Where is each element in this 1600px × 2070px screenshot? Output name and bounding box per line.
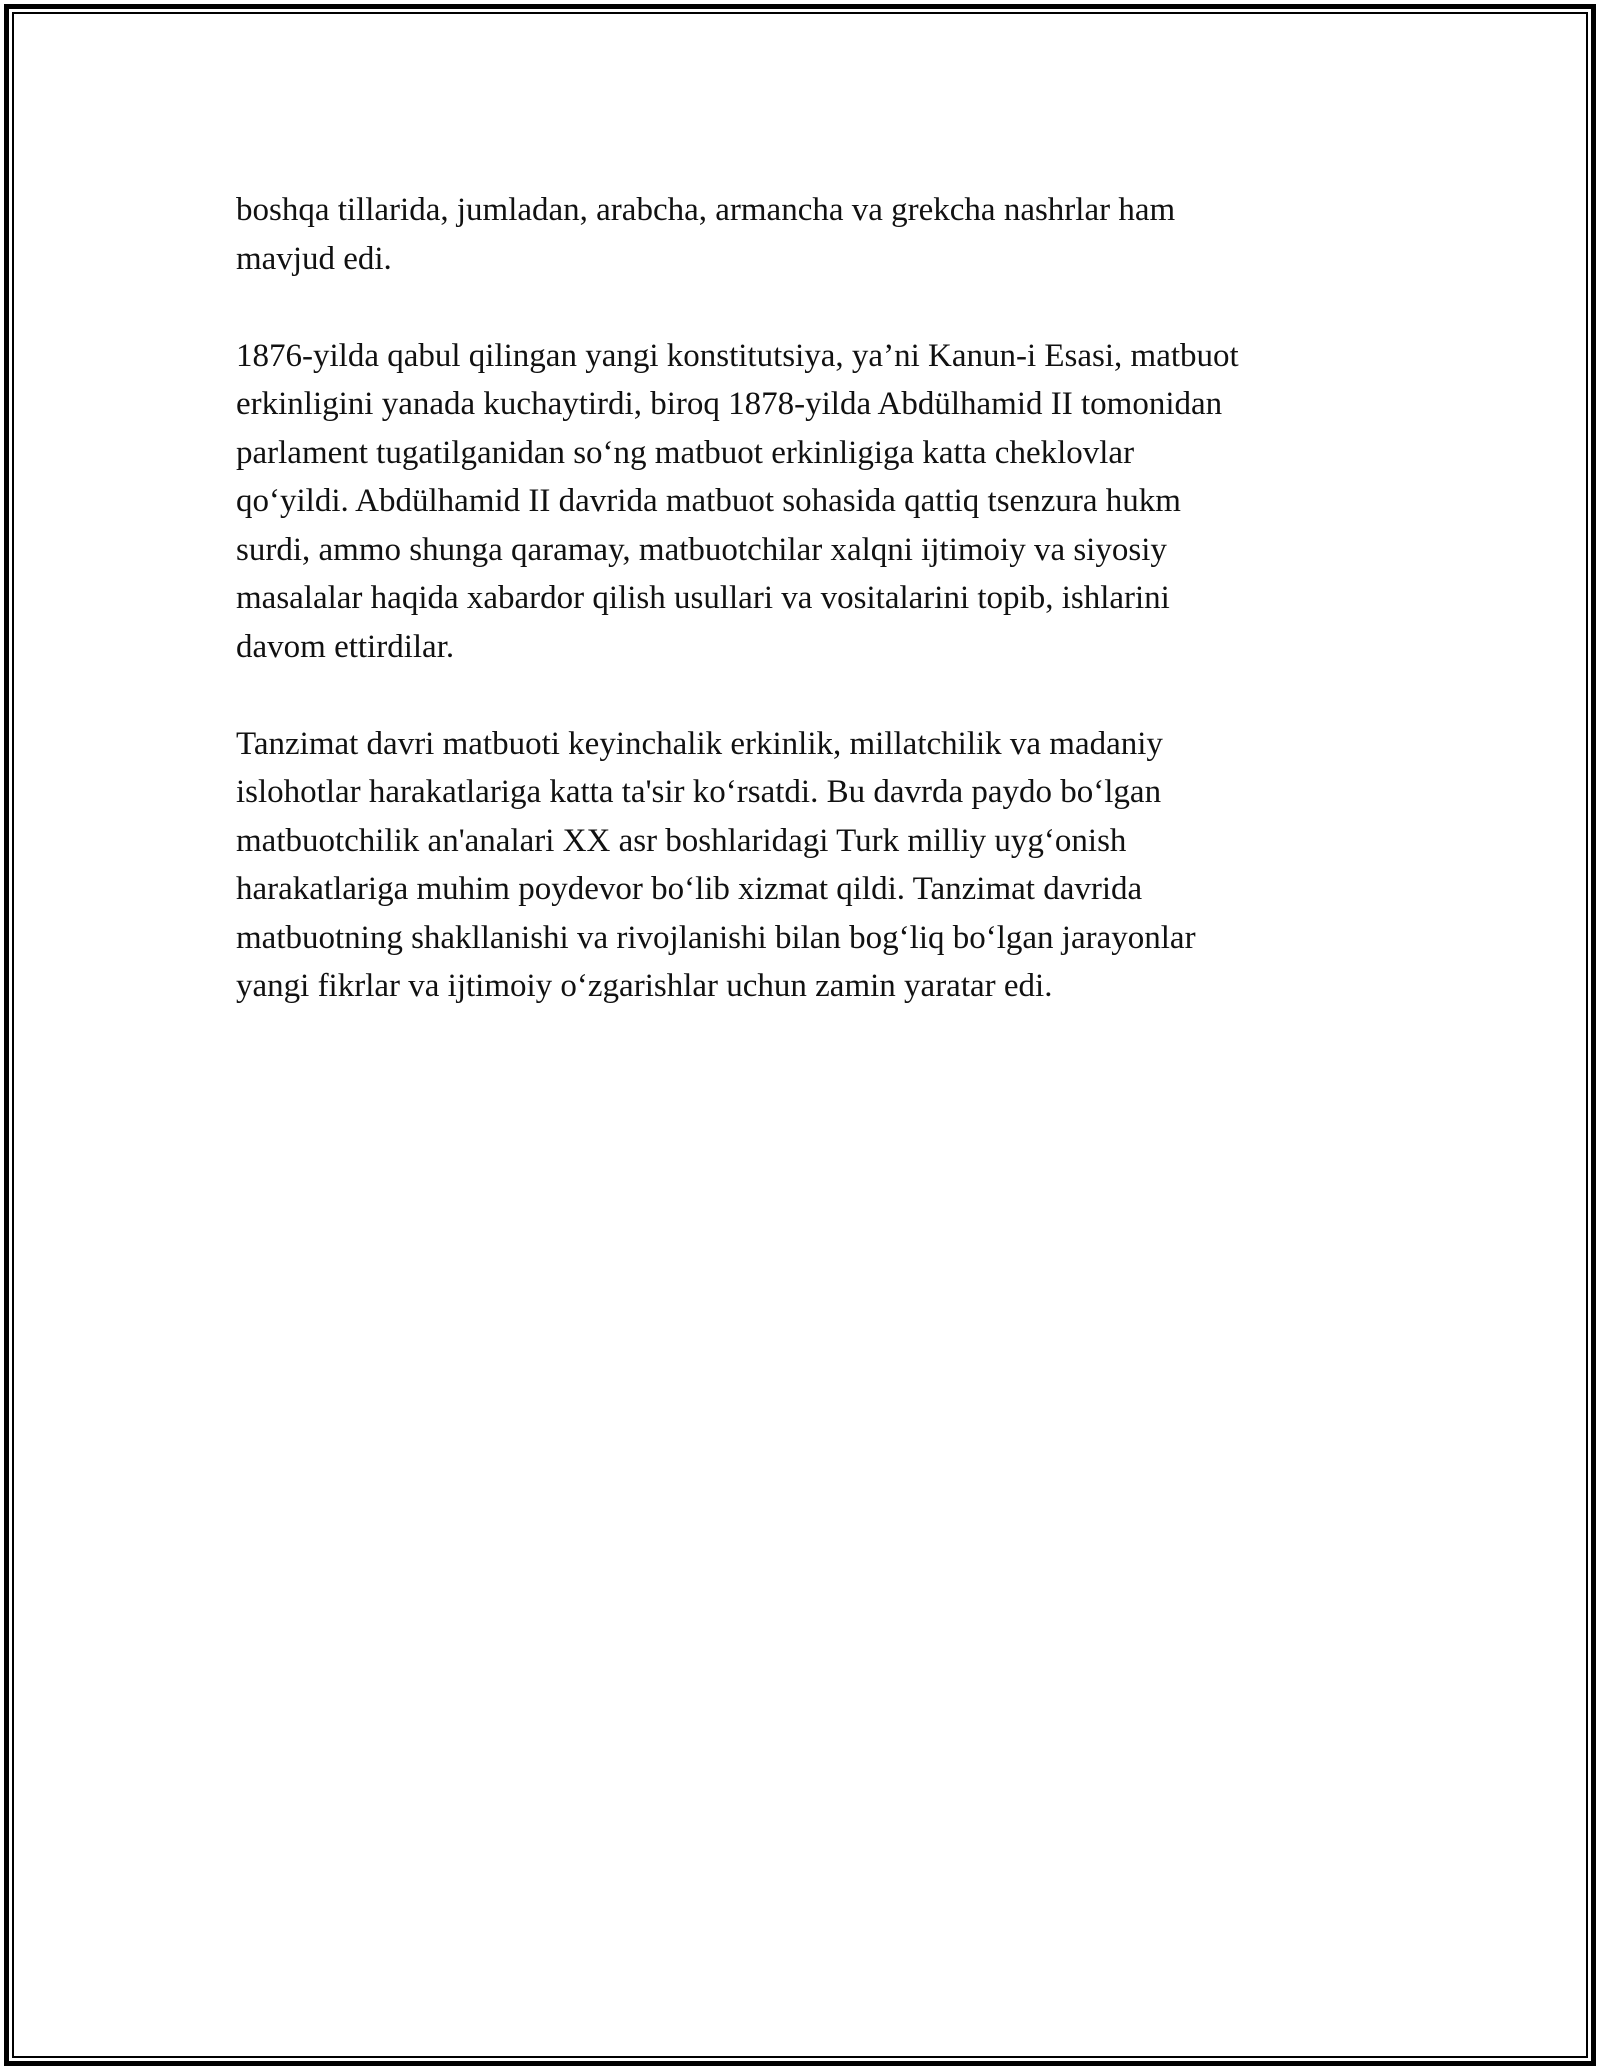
paragraph-continuation: boshqa tillarida, jumladan, arabcha, armancha va grekcha nashrlar ham mavjud edi. — [236, 192, 1176, 277]
document-body — [236, 186, 1366, 1059]
paragraph-tanzimat-influence: Tanzimat davri matbuoti keyinchalik erkinlik, millatchilik va madaniy islohotlar harakatlariga katta ta'sir ko‘rsatdi. Bu davrda paydo bo‘lgan matbuotchilik an'analari XX asr boshlaridagi Turk milliy uyg‘onish harakatlariga muhim poydevor bo‘lib xizmat qildi. Tanzimat davrida matbuotning shakllanishi va rivojlanishi bilan bog‘liq bo‘lgan jarayonlar yangi fikrlar va ijtimoiy o‘zgarishlar uchun zamin yaratar edi. — [236, 725, 1196, 1004]
paragraph-constitution: 1876-yilda qabul qilingan yangi konstitutsiya, ya’ni Kanun-i Esasi, matbuot erkinligini yanada kuchaytirdi, biroq 1878-yilda Abdülhamid II tomonidan parlament tugatilganidan so‘ng matbuot erkinligiga katta cheklovlar qo‘yildi. Abdülhamid II davrida matbuot sohasida qattiq tsenzura hukm surdi, ammo shunga qaramay, matbuotchilar xalqni ijtimoiy va siyosiy masalalar haqida xabardor qilish usullari va vositalarini topib, ishlarini davom ettirdilar. — [236, 337, 1239, 665]
